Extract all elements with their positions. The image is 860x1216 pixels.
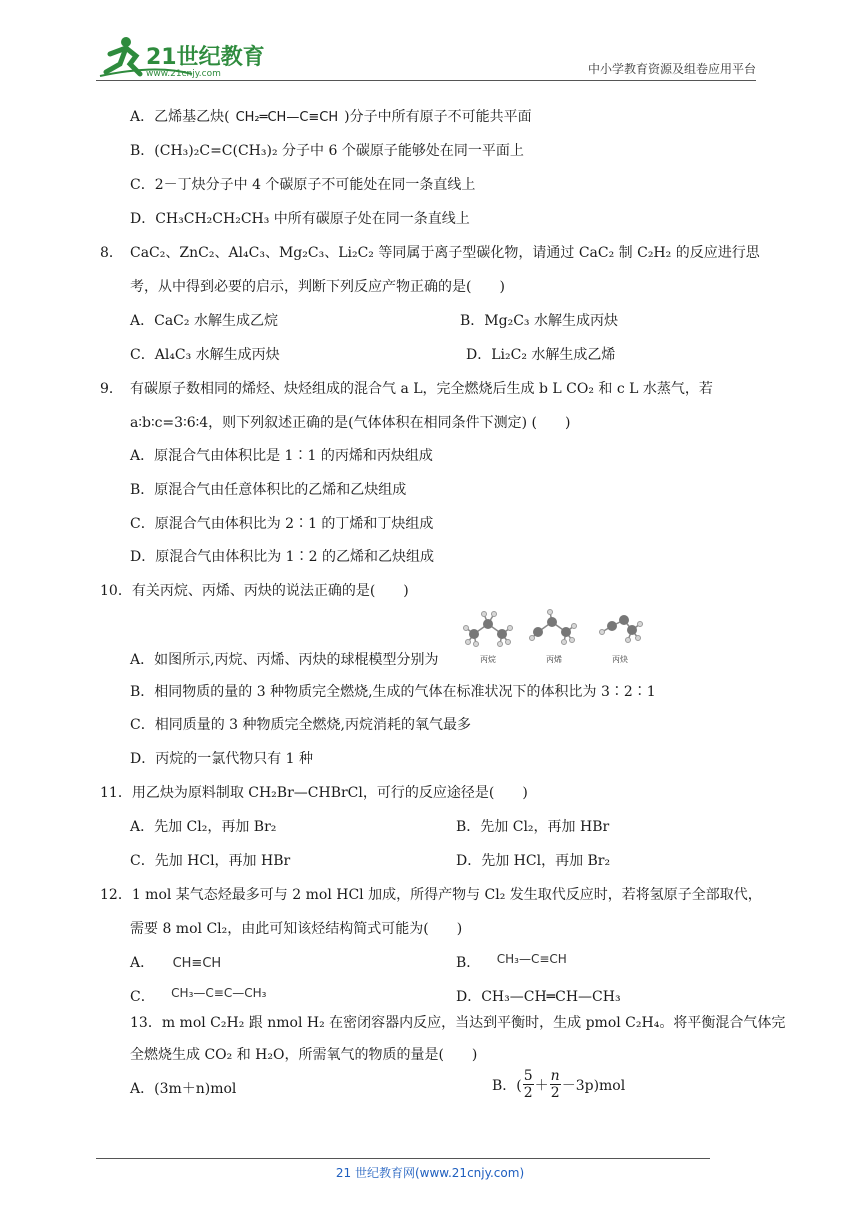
q11-option-b: B．先加 Cl₂，再加 HBr bbox=[456, 819, 610, 835]
q8-option-d: D．Li₂C₂ 水解生成乙烯 bbox=[466, 347, 616, 363]
q10-option-d: D．丙烷的一氯代物只有 1 种 bbox=[130, 751, 314, 767]
q12-option-d: D．CH₃—CH═CH—CH₃ bbox=[456, 989, 621, 1005]
q10-stem: 10．有关丙烷、丙烯、丙炔的说法正确的是( ) bbox=[100, 583, 409, 599]
q12-option-c bbox=[130, 986, 266, 1006]
q12-option-a-formula: CH≡CH bbox=[172, 956, 222, 971]
q12-option-a bbox=[130, 952, 221, 972]
q12-option-b bbox=[456, 952, 567, 972]
fraction-numerator: 5 bbox=[523, 1068, 533, 1084]
q7-option-d: D．CH₃CH₂CH₂CH₃ 中所有碳原子处在同一条直线上 bbox=[130, 211, 470, 227]
runner-logo-icon bbox=[96, 34, 276, 80]
logo-text: 21世纪教育 bbox=[146, 45, 265, 70]
q10-option-a: A．如图所示,丙烷、丙烯、丙炔的球棍模型分别为 bbox=[130, 652, 439, 668]
q8-stem-line1: CaC₂、ZnC₂、Al₄C₃、Mg₂C₃、Li₂C₂ 等同属于离子型碳化物，请通过 CaC₂ 制 C₂H₂ 的反应进行思 bbox=[130, 245, 760, 261]
q12-stem-line2: 需要 8 mol Cl₂，由此可知该烃结构简式可能为( ) bbox=[130, 921, 463, 937]
q12-option-a-label: A． bbox=[130, 955, 155, 971]
q12-option-c-label: C． bbox=[130, 989, 155, 1005]
q7-option-b: B．(CH₃)₂C=C(CH₃)₂ 分子中 6 个碳原子能够处在同一平面上 bbox=[130, 143, 524, 159]
q11-option-a: A．先加 Cl₂，再加 Br₂ bbox=[130, 819, 277, 835]
q12-option-c-formula: CH₃—C≡C—CH₃ bbox=[171, 986, 267, 1000]
q13-option-b-pre: B．( bbox=[492, 1077, 522, 1094]
q8-option-a: A．CaC₂ 水解生成乙烷 bbox=[130, 313, 278, 329]
site-logo bbox=[96, 34, 276, 80]
q10-option-c: C．相同质量的 3 种物质完全燃烧,丙烷消耗的氧气最多 bbox=[130, 717, 471, 733]
q9-option-b: B．原混合气由任意体积比的乙烯和乙炔组成 bbox=[130, 482, 407, 498]
q7-vinylacetylene-formula: CH₂═CH—C≡CH bbox=[235, 110, 339, 125]
q7-option-c: C．2－丁炔分子中 4 个碳原子不可能处在同一条直线上 bbox=[130, 177, 476, 193]
q12-stem-line1: 12．1 mol 某气态烃最多可与 2 mol HCl 加成，所得产物与 Cl₂ 发生取代反应时，若将氢原子全部取代， bbox=[100, 887, 762, 903]
q12-option-b-formula: CH₃—C≡CH bbox=[496, 952, 567, 966]
q7-option-a-pre: A．乙烯基乙炔( bbox=[130, 109, 230, 125]
q7-option-a bbox=[130, 106, 532, 126]
q8-stem-line2: 考，从中得到必要的启示，判断下列反应产物正确的是( ) bbox=[130, 279, 505, 295]
logo-url: www.21cnjy.com bbox=[146, 69, 221, 79]
footer-divider bbox=[96, 1158, 710, 1159]
q13-option-a: A．(3m＋n)mol bbox=[130, 1081, 237, 1097]
q13-fraction-5-2 bbox=[523, 1068, 534, 1101]
propane-model-image bbox=[462, 606, 532, 666]
q13-option-b-post: －3p)mol bbox=[561, 1077, 626, 1094]
q11-option-d: D．先加 HCl，再加 Br₂ bbox=[456, 853, 611, 869]
q11-option-c: C．先加 HCl，再加 HBr bbox=[130, 853, 291, 869]
q13-stem-line2: 全燃烧生成 CO₂ 和 H₂O，所需氧气的物质的量是( ) bbox=[130, 1047, 478, 1063]
propene-model-label: 丙烯 bbox=[546, 655, 562, 664]
q9-option-a: A．原混合气由体积比是 1∶1 的丙烯和丙炔组成 bbox=[130, 448, 433, 464]
q9-stem-line1: 有碳原子数相同的烯烃、炔烃组成的混合气 a L，完全燃烧后生成 b L CO₂ 和 c L 水蒸气，若 bbox=[130, 381, 713, 397]
q7-option-a-post: )分子中所有原子不可能共平面 bbox=[344, 109, 532, 125]
fraction-denominator: 2 bbox=[523, 1085, 533, 1101]
q9-number: 9． bbox=[100, 381, 123, 397]
fraction-denominator: 2 bbox=[550, 1085, 560, 1101]
q8-option-b: B．Mg₂C₃ 水解生成丙炔 bbox=[460, 313, 618, 329]
q9-option-c: C．原混合气由体积比为 2∶1 的丁烯和丁炔组成 bbox=[130, 516, 434, 532]
q12-option-b-label: B． bbox=[456, 955, 481, 971]
q13-fraction-n-2 bbox=[550, 1068, 561, 1101]
header-platform-text: 中小学教育资源及组卷应用平台 bbox=[587, 62, 756, 76]
propyne-model-label: 丙炔 bbox=[612, 655, 628, 664]
header-divider bbox=[96, 80, 756, 81]
q11-stem: 11．用乙炔为原料制取 CH₂Br—CHBrCl，可行的反应途径是( ) bbox=[100, 785, 528, 801]
q9-option-d: D．原混合气由体积比为 1∶2 的乙烯和乙炔组成 bbox=[130, 549, 434, 565]
fraction-numerator: n bbox=[550, 1068, 560, 1084]
footer-source-link[interactable]: 21 世纪教育网(www.21cnjy.com) bbox=[335, 1166, 525, 1180]
q9-stem-line2: a∶b∶c=3∶6∶4，则下列叙述正确的是(气体体积在相同条件下测定) ( ) bbox=[130, 415, 571, 431]
q13-option-b-plus: ＋ bbox=[534, 1077, 549, 1094]
propane-model-label: 丙烷 bbox=[480, 655, 496, 664]
q8-option-c: C．Al₄C₃ 水解生成丙炔 bbox=[130, 347, 280, 363]
q13-option-b bbox=[492, 1068, 625, 1101]
q10-option-b: B．相同物质的量的 3 种物质完全燃烧,生成的气体在标准状况下的体积比为 3∶2∶1 bbox=[130, 684, 656, 700]
q13-stem-line1: 13．m mol C₂H₂ 跟 nmol H₂ 在密闭容器内反应，当达到平衡时，生成 pmol C₂H₄。将平衡混合气体完 bbox=[130, 1015, 786, 1031]
q8-number: 8． bbox=[100, 245, 123, 261]
